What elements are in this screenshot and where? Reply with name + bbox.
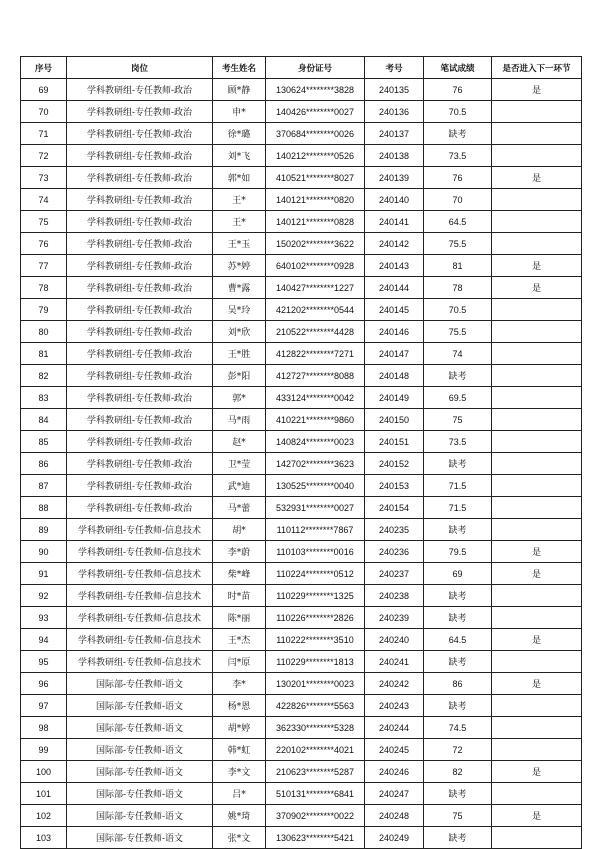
cell-seq: 74 xyxy=(21,189,67,211)
cell-name: 韩*虹 xyxy=(213,739,266,761)
cell-score: 71.5 xyxy=(424,475,492,497)
cell-name: 时*苗 xyxy=(213,585,266,607)
cell-exam-number: 240242 xyxy=(365,673,424,695)
cell-id-number: 421202********0544 xyxy=(266,299,365,321)
cell-score: 缺考 xyxy=(424,783,492,805)
cell-position: 国际部-专任教师-语文 xyxy=(67,805,213,827)
cell-exam-number: 240236 xyxy=(365,541,424,563)
table-row xyxy=(21,189,582,211)
cell-next-stage xyxy=(492,783,582,805)
cell-id-number: 110226********2826 xyxy=(266,607,365,629)
cell-next-stage xyxy=(492,409,582,431)
table-row xyxy=(21,497,582,519)
cell-seq: 88 xyxy=(21,497,67,519)
cell-score: 75 xyxy=(424,409,492,431)
cell-exam-number: 240240 xyxy=(365,629,424,651)
header-score: 笔试成绩 xyxy=(424,57,492,79)
cell-exam-number: 240238 xyxy=(365,585,424,607)
cell-position: 学科教研组-专任教师-政治 xyxy=(67,233,213,255)
cell-id-number: 140121********0820 xyxy=(266,189,365,211)
cell-seq: 93 xyxy=(21,607,67,629)
cell-seq: 85 xyxy=(21,431,67,453)
cell-position: 学科教研组-专任教师-信息技术 xyxy=(67,563,213,585)
table-row xyxy=(21,651,582,673)
cell-next-stage xyxy=(492,717,582,739)
cell-id-number: 140426********0027 xyxy=(266,101,365,123)
cell-name: 彭*阳 xyxy=(213,365,266,387)
cell-name: 李*蔚 xyxy=(213,541,266,563)
cell-exam-number: 240239 xyxy=(365,607,424,629)
cell-position: 学科教研组-专任教师-政治 xyxy=(67,277,213,299)
cell-seq: 78 xyxy=(21,277,67,299)
cell-seq: 100 xyxy=(21,761,67,783)
cell-name: 姚*琦 xyxy=(213,805,266,827)
cell-next-stage xyxy=(492,189,582,211)
cell-name: 曹*露 xyxy=(213,277,266,299)
cell-next-stage: 是 xyxy=(492,79,582,101)
table-row xyxy=(21,717,582,739)
cell-next-stage: 是 xyxy=(492,563,582,585)
cell-score: 79.5 xyxy=(424,541,492,563)
cell-seq: 79 xyxy=(21,299,67,321)
cell-seq: 80 xyxy=(21,321,67,343)
cell-position: 学科教研组-专任教师-政治 xyxy=(67,101,213,123)
cell-score: 缺考 xyxy=(424,607,492,629)
cell-score: 缺考 xyxy=(424,453,492,475)
cell-name: 马*雨 xyxy=(213,409,266,431)
cell-exam-number: 240243 xyxy=(365,695,424,717)
cell-position: 学科教研组-专任教师-政治 xyxy=(67,145,213,167)
cell-score: 71.5 xyxy=(424,497,492,519)
cell-next-stage: 是 xyxy=(492,629,582,651)
cell-seq: 76 xyxy=(21,233,67,255)
cell-position: 学科教研组-专任教师-政治 xyxy=(67,343,213,365)
cell-seq: 94 xyxy=(21,629,67,651)
cell-seq: 98 xyxy=(21,717,67,739)
cell-score: 缺考 xyxy=(424,519,492,541)
cell-id-number: 410221********9860 xyxy=(266,409,365,431)
table-row xyxy=(21,409,582,431)
cell-name: 吴*玲 xyxy=(213,299,266,321)
cell-score: 82 xyxy=(424,761,492,783)
cell-score: 74.5 xyxy=(424,717,492,739)
cell-name: 胡* xyxy=(213,519,266,541)
cell-id-number: 510131********6841 xyxy=(266,783,365,805)
results-table xyxy=(20,56,582,849)
cell-position: 学科教研组-专任教师-政治 xyxy=(67,123,213,145)
cell-name: 杨*恩 xyxy=(213,695,266,717)
table-row xyxy=(21,783,582,805)
cell-seq: 84 xyxy=(21,409,67,431)
cell-seq: 101 xyxy=(21,783,67,805)
cell-position: 国际部-专任教师-语文 xyxy=(67,717,213,739)
cell-position: 学科教研组-专任教师-信息技术 xyxy=(67,607,213,629)
table-row xyxy=(21,167,582,189)
cell-exam-number: 240149 xyxy=(365,387,424,409)
cell-score: 75.5 xyxy=(424,321,492,343)
table-row xyxy=(21,365,582,387)
cell-exam-number: 240248 xyxy=(365,805,424,827)
cell-name: 赵* xyxy=(213,431,266,453)
cell-id-number: 140121********0828 xyxy=(266,211,365,233)
cell-seq: 89 xyxy=(21,519,67,541)
cell-position: 学科教研组-专任教师-政治 xyxy=(67,255,213,277)
cell-next-stage: 是 xyxy=(492,761,582,783)
cell-score: 64.5 xyxy=(424,629,492,651)
table-row xyxy=(21,629,582,651)
cell-name: 王* xyxy=(213,189,266,211)
cell-next-stage xyxy=(492,299,582,321)
cell-next-stage xyxy=(492,387,582,409)
table-row xyxy=(21,233,582,255)
cell-id-number: 640102********0928 xyxy=(266,255,365,277)
cell-exam-number: 240142 xyxy=(365,233,424,255)
cell-score: 75 xyxy=(424,805,492,827)
cell-exam-number: 240136 xyxy=(365,101,424,123)
cell-next-stage xyxy=(492,431,582,453)
cell-position: 学科教研组-专任教师-政治 xyxy=(67,211,213,233)
cell-score: 81 xyxy=(424,255,492,277)
cell-name: 李* xyxy=(213,673,266,695)
header-exam-number: 考号 xyxy=(365,57,424,79)
cell-seq: 96 xyxy=(21,673,67,695)
table-row xyxy=(21,761,582,783)
cell-seq: 95 xyxy=(21,651,67,673)
cell-score: 74 xyxy=(424,343,492,365)
cell-exam-number: 240154 xyxy=(365,497,424,519)
cell-next-stage xyxy=(492,695,582,717)
cell-id-number: 110224********0512 xyxy=(266,563,365,585)
cell-name: 胡*婷 xyxy=(213,717,266,739)
cell-id-number: 110229********1325 xyxy=(266,585,365,607)
cell-id-number: 130525********0040 xyxy=(266,475,365,497)
cell-next-stage: 是 xyxy=(492,673,582,695)
cell-seq: 92 xyxy=(21,585,67,607)
cell-score: 缺考 xyxy=(424,651,492,673)
cell-exam-number: 240144 xyxy=(365,277,424,299)
cell-name: 刘*欣 xyxy=(213,321,266,343)
cell-seq: 86 xyxy=(21,453,67,475)
table-row xyxy=(21,299,582,321)
cell-seq: 99 xyxy=(21,739,67,761)
cell-name: 王*胜 xyxy=(213,343,266,365)
cell-next-stage: 是 xyxy=(492,277,582,299)
cell-exam-number: 240141 xyxy=(365,211,424,233)
cell-id-number: 130201********0023 xyxy=(266,673,365,695)
cell-position: 学科教研组-专任教师-信息技术 xyxy=(67,519,213,541)
cell-id-number: 140212********0526 xyxy=(266,145,365,167)
table-row xyxy=(21,585,582,607)
cell-position: 学科教研组-专任教师-政治 xyxy=(67,497,213,519)
cell-seq: 91 xyxy=(21,563,67,585)
cell-id-number: 110222********3510 xyxy=(266,629,365,651)
cell-score: 78 xyxy=(424,277,492,299)
cell-name: 苏*婷 xyxy=(213,255,266,277)
cell-score: 缺考 xyxy=(424,695,492,717)
table-row xyxy=(21,475,582,497)
cell-position: 学科教研组-专任教师-政治 xyxy=(67,387,213,409)
cell-name: 郭*如 xyxy=(213,167,266,189)
cell-next-stage xyxy=(492,343,582,365)
cell-exam-number: 240151 xyxy=(365,431,424,453)
cell-score: 73.5 xyxy=(424,431,492,453)
cell-seq: 87 xyxy=(21,475,67,497)
cell-exam-number: 240241 xyxy=(365,651,424,673)
cell-id-number: 422826********5563 xyxy=(266,695,365,717)
cell-exam-number: 240249 xyxy=(365,827,424,849)
cell-name: 张*文 xyxy=(213,827,266,849)
cell-score: 缺考 xyxy=(424,827,492,849)
table-body xyxy=(21,79,582,849)
table-row xyxy=(21,123,582,145)
cell-position: 学科教研组-专任教师-政治 xyxy=(67,453,213,475)
table-row xyxy=(21,101,582,123)
cell-name: 马*蕾 xyxy=(213,497,266,519)
cell-id-number: 130623********5421 xyxy=(266,827,365,849)
cell-seq: 97 xyxy=(21,695,67,717)
cell-score: 70.5 xyxy=(424,101,492,123)
table-row xyxy=(21,563,582,585)
cell-next-stage xyxy=(492,101,582,123)
cell-exam-number: 240139 xyxy=(365,167,424,189)
cell-score: 64.5 xyxy=(424,211,492,233)
cell-next-stage xyxy=(492,739,582,761)
cell-id-number: 412727********8088 xyxy=(266,365,365,387)
table-row xyxy=(21,453,582,475)
table-row xyxy=(21,805,582,827)
cell-exam-number: 240153 xyxy=(365,475,424,497)
header-name: 考生姓名 xyxy=(213,57,266,79)
cell-position: 国际部-专任教师-语文 xyxy=(67,739,213,761)
cell-id-number: 220102********4021 xyxy=(266,739,365,761)
cell-exam-number: 240247 xyxy=(365,783,424,805)
cell-next-stage: 是 xyxy=(492,255,582,277)
cell-exam-number: 240140 xyxy=(365,189,424,211)
table-row xyxy=(21,827,582,849)
cell-exam-number: 240145 xyxy=(365,299,424,321)
cell-position: 学科教研组-专任教师-政治 xyxy=(67,321,213,343)
cell-score: 73.5 xyxy=(424,145,492,167)
cell-exam-number: 240143 xyxy=(365,255,424,277)
cell-position: 国际部-专任教师-语文 xyxy=(67,761,213,783)
cell-position: 学科教研组-专任教师-政治 xyxy=(67,79,213,101)
table-row xyxy=(21,607,582,629)
table-row xyxy=(21,255,582,277)
cell-next-stage: 是 xyxy=(492,541,582,563)
cell-id-number: 410521********8027 xyxy=(266,167,365,189)
cell-score: 70.5 xyxy=(424,299,492,321)
cell-score: 75.5 xyxy=(424,233,492,255)
table-row xyxy=(21,79,582,101)
cell-name: 申* xyxy=(213,101,266,123)
cell-next-stage xyxy=(492,607,582,629)
table-row xyxy=(21,277,582,299)
cell-position: 学科教研组-专任教师-政治 xyxy=(67,431,213,453)
cell-score: 缺考 xyxy=(424,123,492,145)
cell-id-number: 110112********7867 xyxy=(266,519,365,541)
cell-name: 柴*峰 xyxy=(213,563,266,585)
cell-next-stage xyxy=(492,475,582,497)
cell-score: 86 xyxy=(424,673,492,695)
cell-position: 学科教研组-专任教师-政治 xyxy=(67,167,213,189)
cell-name: 郭* xyxy=(213,387,266,409)
cell-name: 王*杰 xyxy=(213,629,266,651)
table-row xyxy=(21,343,582,365)
cell-position: 国际部-专任教师-语文 xyxy=(67,695,213,717)
cell-exam-number: 240138 xyxy=(365,145,424,167)
cell-next-stage xyxy=(492,211,582,233)
cell-next-stage xyxy=(492,453,582,475)
cell-seq: 73 xyxy=(21,167,67,189)
cell-name: 刘*飞 xyxy=(213,145,266,167)
cell-seq: 81 xyxy=(21,343,67,365)
cell-score: 缺考 xyxy=(424,365,492,387)
cell-score: 72 xyxy=(424,739,492,761)
cell-seq: 70 xyxy=(21,101,67,123)
cell-id-number: 110229********1813 xyxy=(266,651,365,673)
cell-exam-number: 240152 xyxy=(365,453,424,475)
table-header-row xyxy=(21,57,582,79)
cell-score: 76 xyxy=(424,167,492,189)
table-row xyxy=(21,321,582,343)
cell-id-number: 140824********0023 xyxy=(266,431,365,453)
cell-name: 徐*璐 xyxy=(213,123,266,145)
cell-next-stage xyxy=(492,365,582,387)
cell-id-number: 150202********3622 xyxy=(266,233,365,255)
cell-next-stage: 是 xyxy=(492,167,582,189)
cell-exam-number: 240148 xyxy=(365,365,424,387)
cell-next-stage xyxy=(492,519,582,541)
cell-position: 学科教研组-专任教师-信息技术 xyxy=(67,585,213,607)
cell-name: 陈*丽 xyxy=(213,607,266,629)
cell-seq: 75 xyxy=(21,211,67,233)
cell-exam-number: 240246 xyxy=(365,761,424,783)
cell-seq: 83 xyxy=(21,387,67,409)
table-row xyxy=(21,145,582,167)
cell-position: 学科教研组-专任教师-信息技术 xyxy=(67,651,213,673)
cell-next-stage xyxy=(492,145,582,167)
cell-next-stage xyxy=(492,321,582,343)
cell-exam-number: 240150 xyxy=(365,409,424,431)
cell-id-number: 210623********5287 xyxy=(266,761,365,783)
cell-exam-number: 240146 xyxy=(365,321,424,343)
cell-id-number: 433124********0042 xyxy=(266,387,365,409)
cell-id-number: 370684********0026 xyxy=(266,123,365,145)
cell-seq: 77 xyxy=(21,255,67,277)
cell-id-number: 142702********3623 xyxy=(266,453,365,475)
table-row xyxy=(21,519,582,541)
cell-position: 学科教研组-专任教师-信息技术 xyxy=(67,541,213,563)
cell-exam-number: 240135 xyxy=(365,79,424,101)
table-row xyxy=(21,695,582,717)
cell-seq: 102 xyxy=(21,805,67,827)
cell-position: 学科教研组-专任教师-政治 xyxy=(67,409,213,431)
cell-id-number: 370902********0022 xyxy=(266,805,365,827)
cell-seq: 82 xyxy=(21,365,67,387)
cell-seq: 69 xyxy=(21,79,67,101)
header-id-number: 身份证号 xyxy=(266,57,365,79)
cell-seq: 90 xyxy=(21,541,67,563)
cell-next-stage xyxy=(492,123,582,145)
table-row xyxy=(21,739,582,761)
cell-exam-number: 240244 xyxy=(365,717,424,739)
cell-seq: 103 xyxy=(21,827,67,849)
cell-name: 王*玉 xyxy=(213,233,266,255)
cell-next-stage xyxy=(492,585,582,607)
cell-id-number: 412822********7271 xyxy=(266,343,365,365)
cell-next-stage xyxy=(492,233,582,255)
cell-id-number: 532931********0027 xyxy=(266,497,365,519)
cell-name: 卫*莹 xyxy=(213,453,266,475)
cell-position: 学科教研组-专任教师-信息技术 xyxy=(67,629,213,651)
cell-exam-number: 240245 xyxy=(365,739,424,761)
cell-id-number: 110103********0016 xyxy=(266,541,365,563)
cell-id-number: 362330********5328 xyxy=(266,717,365,739)
cell-seq: 71 xyxy=(21,123,67,145)
cell-position: 国际部-专任教师-语文 xyxy=(67,827,213,849)
cell-score: 69.5 xyxy=(424,387,492,409)
cell-next-stage xyxy=(492,827,582,849)
cell-name: 武*迪 xyxy=(213,475,266,497)
cell-exam-number: 240235 xyxy=(365,519,424,541)
cell-position: 国际部-专任教师-语文 xyxy=(67,783,213,805)
cell-next-stage xyxy=(492,497,582,519)
cell-name: 王* xyxy=(213,211,266,233)
cell-name: 顾*静 xyxy=(213,79,266,101)
cell-score: 70 xyxy=(424,189,492,211)
cell-next-stage: 是 xyxy=(492,805,582,827)
table-row xyxy=(21,673,582,695)
table-row xyxy=(21,387,582,409)
cell-name: 闫*原 xyxy=(213,651,266,673)
cell-id-number: 210522********4428 xyxy=(266,321,365,343)
cell-exam-number: 240237 xyxy=(365,563,424,585)
cell-next-stage xyxy=(492,651,582,673)
cell-position: 国际部-专任教师-语文 xyxy=(67,673,213,695)
cell-score: 76 xyxy=(424,79,492,101)
cell-position: 学科教研组-专任教师-政治 xyxy=(67,365,213,387)
cell-exam-number: 240147 xyxy=(365,343,424,365)
cell-id-number: 130624********3828 xyxy=(266,79,365,101)
table-row xyxy=(21,541,582,563)
cell-score: 69 xyxy=(424,563,492,585)
cell-position: 学科教研组-专任教师-政治 xyxy=(67,299,213,321)
table-row xyxy=(21,431,582,453)
cell-name: 吕* xyxy=(213,783,266,805)
cell-position: 学科教研组-专任教师-政治 xyxy=(67,475,213,497)
table-row xyxy=(21,211,582,233)
header-next-stage: 是否进入下一环节 xyxy=(492,57,582,79)
cell-name: 李*文 xyxy=(213,761,266,783)
header-seq: 序号 xyxy=(21,57,67,79)
cell-id-number: 140427********1227 xyxy=(266,277,365,299)
cell-score: 缺考 xyxy=(424,585,492,607)
header-position: 岗位 xyxy=(67,57,213,79)
cell-seq: 72 xyxy=(21,145,67,167)
cell-exam-number: 240137 xyxy=(365,123,424,145)
cell-position: 学科教研组-专任教师-政治 xyxy=(67,189,213,211)
